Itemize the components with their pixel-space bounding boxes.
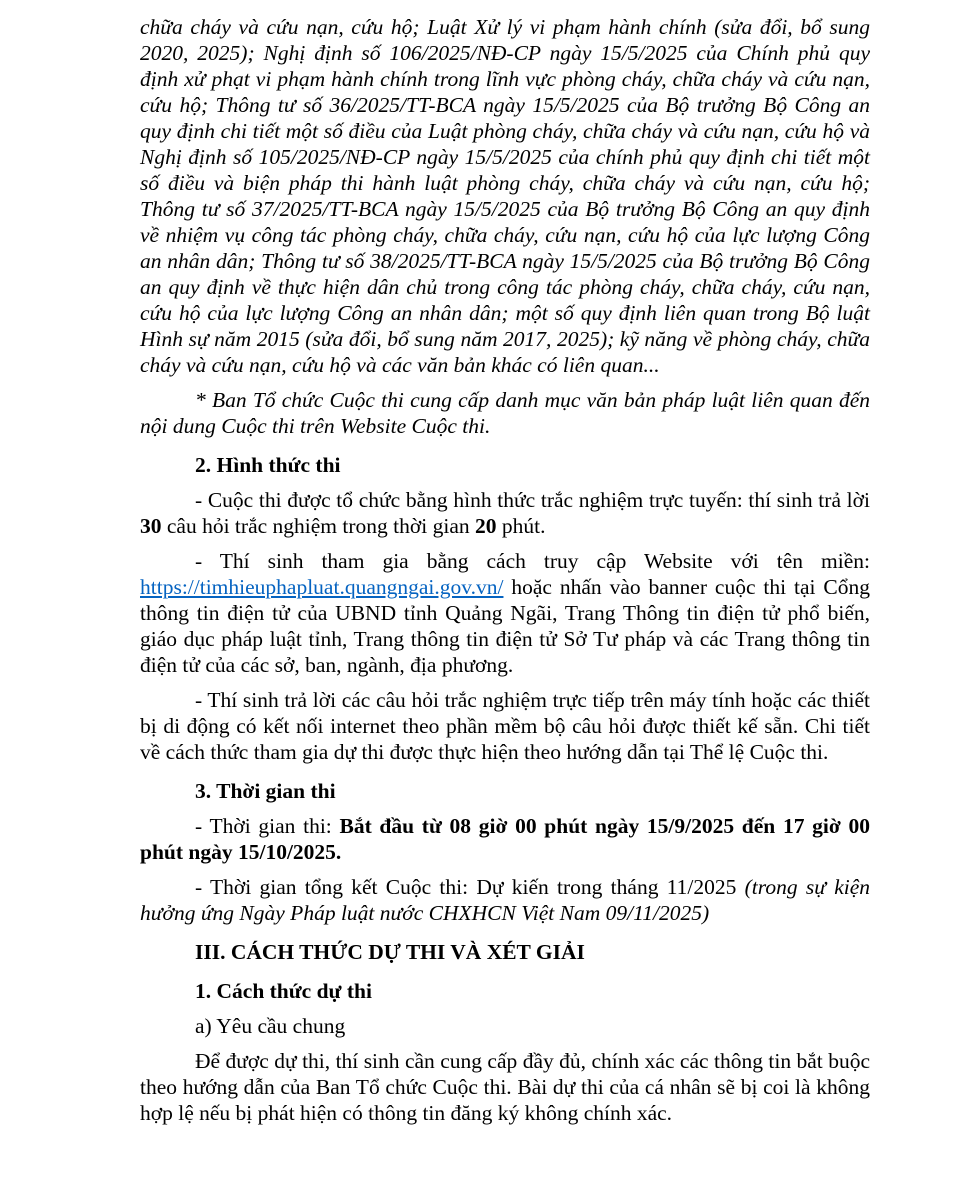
text-run: - Thời gian thi: (195, 814, 340, 838)
paragraph-website-access (140, 548, 870, 678)
heading-text: 3. Thời gian thi (195, 779, 336, 803)
text-run: * Ban Tổ chức Cuộc thi cung cấp danh mục văn bản pháp luật liên quan đến nội dung Cuộc thi trên Website Cuộc thi. (140, 388, 870, 438)
paragraph-registration-requirement (140, 1048, 870, 1126)
text-run: - Thời gian tổng kết Cuộc thi: Dự kiến trong tháng 11/2025 (195, 875, 745, 899)
paragraph-quiz-format (140, 487, 870, 539)
heading-text: 1. Cách thức dự thi (195, 979, 372, 1003)
text-run: chữa cháy và cứu nạn, cứu hộ; Luật Xử lý vi phạm hành chính (sửa đổi, bổ sung 2020, 2025); Nghị định số 106/2025/NĐ-CP ngày 15/5/2025 của Chính phủ quy định xử phạt vi phạm hành chính trong lĩnh vực phòng cháy, chữa cháy và cứu nạn, cứu hộ; Thông tư số 36/2025/TT-BCA ngày 15/5/2025 của Bộ trưởng Bộ Công an quy định chi tiết một số điều của Luật phòng cháy, chữa cháy và cứu nạn, cứu hộ và Nghị định số 105/2025/NĐ-CP ngày 15/5/2025 của chính phủ quy định chi tiết một số điều và biện pháp thi hành luật phòng cháy, chữa cháy và cứu nạn, cứu hộ; Thông tư số 37/2025/TT-BCA ngày 15/5/2025 của Bộ trưởng Bộ Công an quy định về nhiệm vụ công tác phòng cháy, chữa cháy, cứu nạn, cứu hộ của lực lượng Công an nhân dân; Thông tư số 38/2025/TT-BCA ngày 15/5/2025 của Bộ trưởng Bộ Công an quy định về thực hiện dân chủ trong công tác phòng cháy, chữa cháy, cứu nạn, cứu hộ của lực lượng Công an nhân dân; một số quy định liên quan trong Bộ luật Hình sự năm 2015 (sửa đổi, bổ sung năm 2017, 2025); kỹ năng về phòng cháy, chữa cháy và cứu nạn, cứu hộ và các văn bản khác có liên quan... (140, 15, 870, 377)
paragraph-exam-period (140, 813, 870, 865)
law-day-note: (trong sự kiện hưởng ứng Ngày Pháp luật nước CHXHCN Việt Nam 09/11/2025) (140, 875, 871, 925)
heading-exam-time (140, 778, 870, 804)
exam-period-dates: Bắt đầu từ 08 giờ 00 phút ngày 15/9/2025 đến 17 giờ 00 phút ngày 15/10/2025. (140, 814, 870, 864)
text-run: a) Yêu cầu chung (195, 1014, 346, 1038)
heading-section-iii (140, 939, 870, 965)
text-run: hoặc nhấn vào banner cuộc thi tại Cổng thông tin điện tử của UBND tỉnh Quảng Ngãi, Trang Thông tin điện tử phổ biến, giáo dục pháp luật tỉnh, Trang thông tin điện tử Sở Tư pháp và các Trang thông tin điện tử của các sở, ban, ngành, địa phương. (140, 575, 870, 677)
paragraph-note-document-list (140, 387, 870, 439)
text-run: - Thí sinh tham gia bằng cách truy cập Website với tên miền: (195, 549, 870, 573)
text-run: phút. (496, 514, 546, 538)
heading-text: 2. Hình thức thi (195, 453, 341, 477)
paragraph-sub-item-a (140, 1013, 870, 1039)
text-run: - Thí sinh trả lời các câu hỏi trắc nghiệm trực tiếp trên máy tính hoặc các thiết bị di động có kết nối internet theo phần mềm bộ câu hỏi được thiết kế sẵn. Chi tiết về cách thức tham gia dự thi được thực hiện theo hướng dẫn tại Thể lệ Cuộc thi. (140, 688, 870, 764)
paragraph-legal-documents-continued (140, 14, 870, 378)
contest-website-link[interactable]: https://timhieuphapluat.quangngai.gov.vn/ (140, 575, 504, 599)
text-run: câu hỏi trắc nghiệm trong thời gian (161, 514, 475, 538)
text-run: - Cuộc thi được tổ chức bằng hình thức trắc nghiệm trực tuyến: thí sinh trả lời (195, 488, 870, 512)
heading-text: III. CÁCH THỨC DỰ THI VÀ XÉT GIẢI (195, 940, 585, 964)
question-count: 30 (140, 514, 162, 538)
minute-count: 20 (474, 514, 497, 538)
paragraph-summary-time (140, 874, 870, 926)
heading-exam-format (140, 452, 870, 478)
text-run: Để được dự thi, thí sinh cần cung cấp đầy đủ, chính xác các thông tin bắt buộc theo hướng dẫn của Ban Tổ chức Cuộc thi. Bài dự thi của cá nhân sẽ bị coi là không hợp lệ nếu bị phát hiện có thông tin đăng ký không chính xác. (140, 1049, 870, 1125)
heading-participation-method (140, 978, 870, 1004)
paragraph-answering-method (140, 687, 870, 765)
